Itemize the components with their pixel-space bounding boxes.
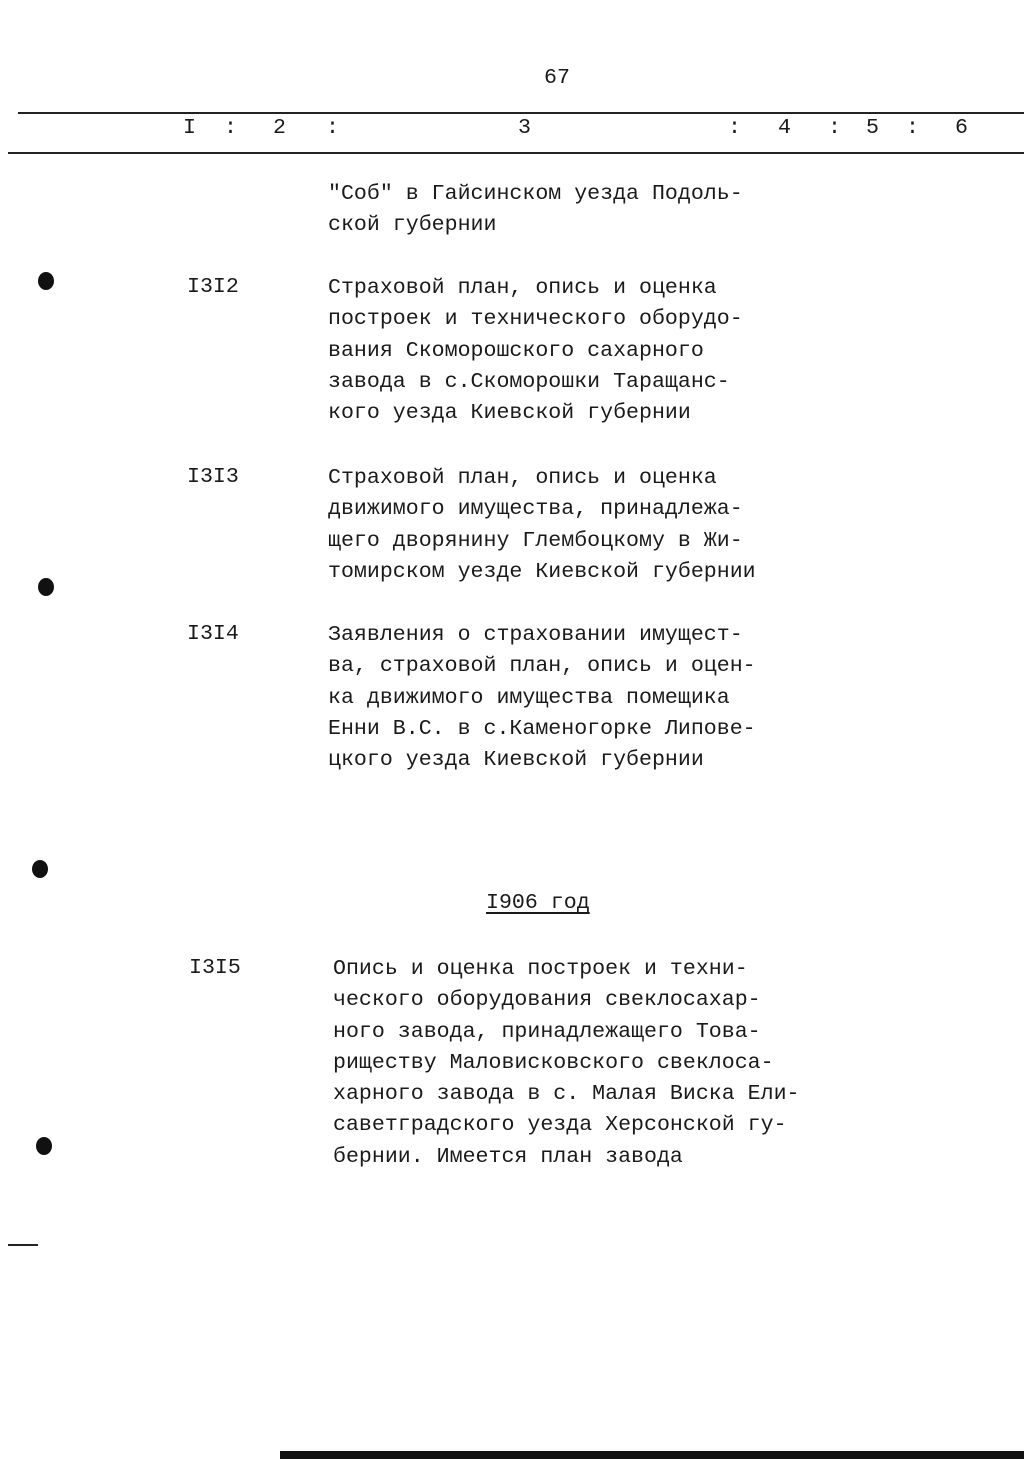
column-1: I (183, 116, 196, 140)
punch-hole (38, 272, 54, 290)
text-line: риществу Маловисковского свеклоса- (333, 1050, 774, 1075)
separator: : (828, 116, 841, 140)
entry-description (328, 623, 756, 779)
separator: : (224, 116, 237, 140)
text-line: "Соб" в Гайсинском уезда Подоль- (328, 182, 743, 206)
column-3: 3 (518, 116, 531, 140)
punch-hole (38, 578, 54, 596)
text-line: вания Скоморошского сахарного (328, 338, 704, 363)
bottom-edge (280, 1451, 1024, 1459)
text-line: цкого уезда Киевской губернии (328, 748, 704, 773)
margin-mark (8, 1244, 38, 1246)
text-line: ка движимого имущества помещика (328, 685, 730, 710)
page-number: 67 (544, 66, 570, 90)
text-line: щего дворянину Глембоцкому в Жи- (328, 528, 743, 553)
separator: : (728, 116, 741, 140)
text-line: построек и технического оборудо- (328, 307, 743, 332)
entry-number: I3I3 (187, 465, 239, 489)
separator: : (326, 116, 339, 140)
header-top-rule (18, 112, 1024, 114)
column-2: 2 (273, 116, 286, 140)
text-line: ва, страховой план, опись и оцен- (328, 654, 756, 679)
entry-description (333, 957, 800, 1176)
text-line: Страховой план, опись и оценка (328, 466, 717, 490)
continuation-text (328, 182, 743, 245)
punch-hole (36, 1137, 52, 1155)
column-5: 5 (866, 116, 879, 140)
text-line: Страховой план, опись и оценка (328, 276, 717, 300)
text-line: саветградского уезда Херсонской гу- (333, 1113, 787, 1138)
text-line: движимого имущества, принадлежа- (328, 497, 743, 522)
text-line: харного завода в с. Малая Виска Ели- (333, 1082, 800, 1107)
text-line: ской губернии (328, 213, 497, 238)
year-heading: I906 год (486, 891, 590, 915)
entry-number: I3I4 (187, 622, 239, 646)
text-line: Опись и оценка построек и техни- (333, 957, 748, 981)
entry-number: I3I5 (189, 956, 241, 980)
column-6: 6 (955, 116, 968, 140)
text-line: завода в с.Скоморошки Таращанс- (328, 369, 730, 394)
text-line: бернии. Имеется план завода (333, 1144, 683, 1169)
entry-number: I3I2 (187, 275, 239, 299)
text-line: ческого оборудования свеклосахар- (333, 988, 761, 1013)
entry-description (328, 276, 743, 432)
entry-description (328, 466, 756, 591)
text-line: ного завода, принадлежащего Това- (333, 1019, 761, 1044)
text-line: Енни В.С. в с.Каменогорке Липове- (328, 716, 756, 741)
punch-hole (32, 860, 48, 878)
separator: : (906, 116, 919, 140)
header-bottom-rule (8, 152, 1024, 154)
text-line: кого уезда Киевской губернии (328, 401, 691, 426)
text-line: Заявления о страховании имущест- (328, 623, 743, 647)
text-line: томирском уезде Киевской губернии (328, 559, 756, 584)
column-4: 4 (778, 116, 791, 140)
